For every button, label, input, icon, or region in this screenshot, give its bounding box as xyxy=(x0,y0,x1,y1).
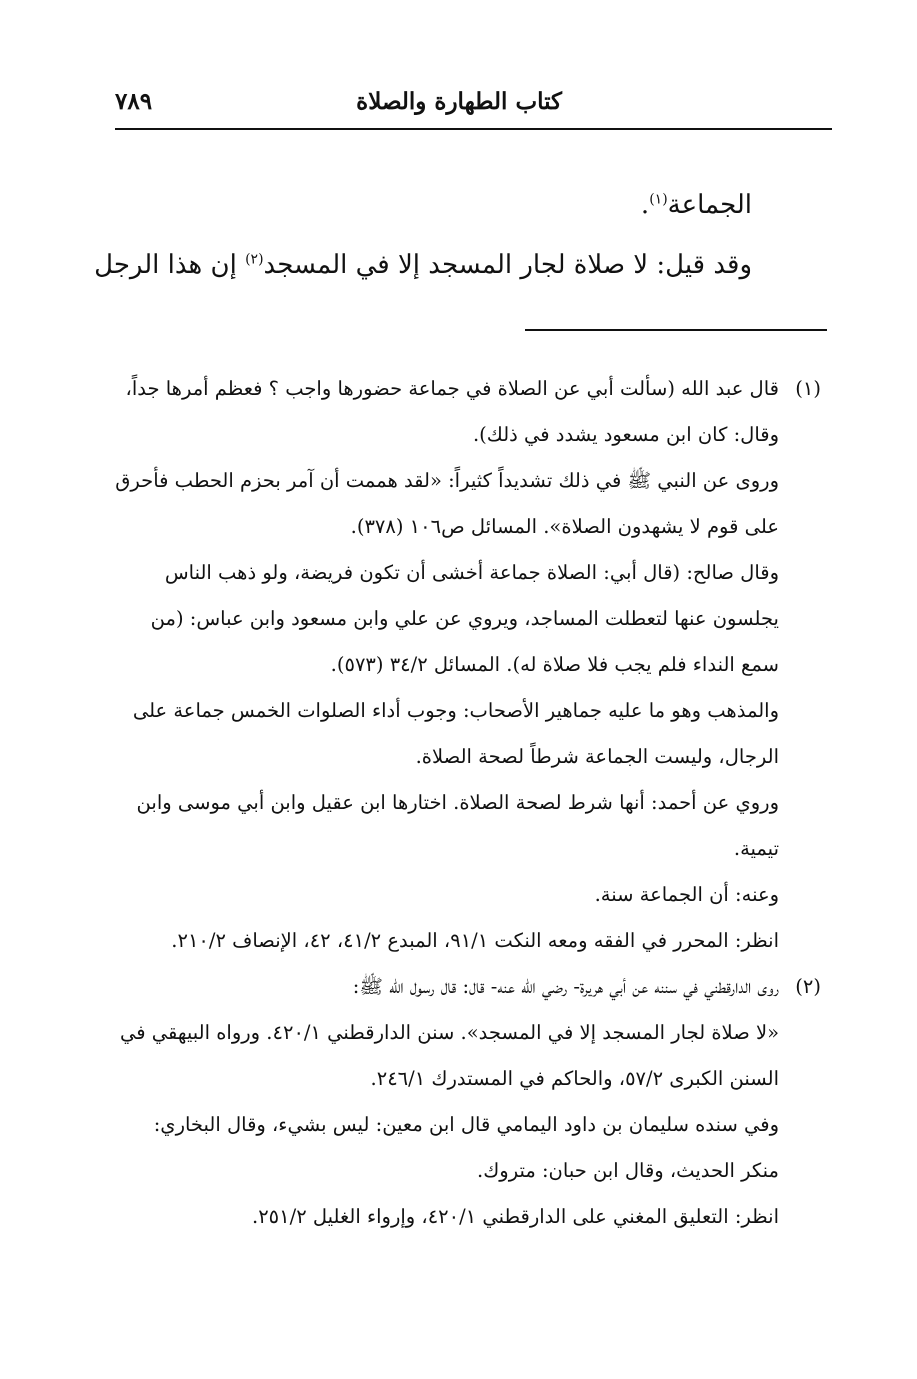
footnotes xyxy=(110,366,821,1240)
footnote-2-text: روى الدارقطني في سننه عن أبي هريرة- رضي الله عنه- قال: قال رسول الله ﷺ: xyxy=(352,975,779,998)
footnote-1-text: قال عبد الله (سألت أبي عن الصلاة في جماعة حضورها واجب ؟ فعظم أمرها جداً، xyxy=(125,377,779,400)
footnote-1-line: والمذهب وهو ما عليه جماهير الأصحاب: وجوب أداء الصلوات الخمس جماعة على xyxy=(132,699,779,722)
footnote-1-line: على قوم لا يشهدون الصلاة». المسائل ص١٠٦ (٣٧٨). xyxy=(350,515,779,538)
footnote-1-line: وقال: كان ابن مسعود يشدد في ذلك). xyxy=(472,423,779,446)
body-line-1 xyxy=(120,175,752,235)
footnote-2-line: انظر: التعليق المغني على الدارقطني ٤٢٠/١، وإرواء الغليل ٢٥١/٢. xyxy=(252,1205,779,1228)
footnote-1-line: وقال صالح: (قال أبي: الصلاة جماعة أخشى أن تكون فريضة، ولو ذهب الناس xyxy=(164,561,779,584)
main-text xyxy=(94,175,752,295)
footnote-2-line: السنن الكبرى ٥٧/٢، والحاكم في المستدرك ٢٤٦/١. xyxy=(370,1067,779,1090)
body-line-2-text-b: إن هذا الرجل xyxy=(94,250,246,280)
body-line-1-text: الجماعة xyxy=(667,190,752,220)
footnote-1-line: الرجال، وليست الجماعة شرطاً لصحة الصلاة. xyxy=(415,745,779,768)
footnote-1-line: وروي عن أحمد: أنها شرط لصحة الصلاة. اختارها ابن عقيل وابن أبي موسى وابن xyxy=(136,791,779,814)
page-header xyxy=(115,88,832,124)
footnote-2-line: «لا صلاة لجار المسجد إلا في المسجد». سنن الدارقطني ٤٢٠/١. ورواه البيهقي في xyxy=(120,1021,779,1044)
footnote-2-line xyxy=(110,964,821,1010)
footnote-1-line: يجلسون عنها لتعطلت المساجد، ويروي عن علي وابن مسعود وابن عباس: (من xyxy=(150,607,779,630)
page-number: ٧٨٩ xyxy=(115,88,153,115)
footnote-2-marker: (٢) xyxy=(795,975,821,998)
footnote-ref-1[interactable]: (١) xyxy=(649,191,668,208)
footnote-1-line: وروى عن النبي ﷺ في ذلك تشديداً كثيراً: «لقد هممت أن آمر بحزم الحطب فأحرق xyxy=(115,469,779,492)
body-line-2-text-a: وقد قيل: لا صلاة لجار المسجد إلا في المسجد xyxy=(263,250,752,280)
footnote-1-line: وعنه: أن الجماعة سنة. xyxy=(594,883,779,906)
footnote-separator xyxy=(525,329,827,331)
footnote-1-line xyxy=(110,366,821,412)
footnote-1-line: انظر: المحرر في الفقه ومعه النكت ٩١/١، المبدع ٤١/٢، ٤٢، الإنصاف ٢١٠/٢. xyxy=(171,929,779,952)
body-line-1-end: . xyxy=(640,190,650,220)
footnote-1-line: تيمية. xyxy=(733,837,779,860)
footnote-ref-2[interactable]: (٢) xyxy=(245,251,264,268)
footnote-1-marker: (١) xyxy=(795,377,821,400)
footnote-2-line: وفي سنده سليمان بن داود اليمامي قال ابن معين: ليس بشيء، وقال البخاري: xyxy=(153,1113,779,1136)
header-rule xyxy=(115,128,832,130)
footnote-2-line: منكر الحديث، وقال ابن حبان: متروك. xyxy=(477,1159,779,1182)
body-line-2 xyxy=(94,235,752,295)
running-title: كتاب الطهارة والصلاة xyxy=(356,88,562,115)
footnote-1-line: سمع النداء فلم يجب فلا صلاة له). المسائل ٣٤/٢ (٥٧٣). xyxy=(330,653,779,676)
